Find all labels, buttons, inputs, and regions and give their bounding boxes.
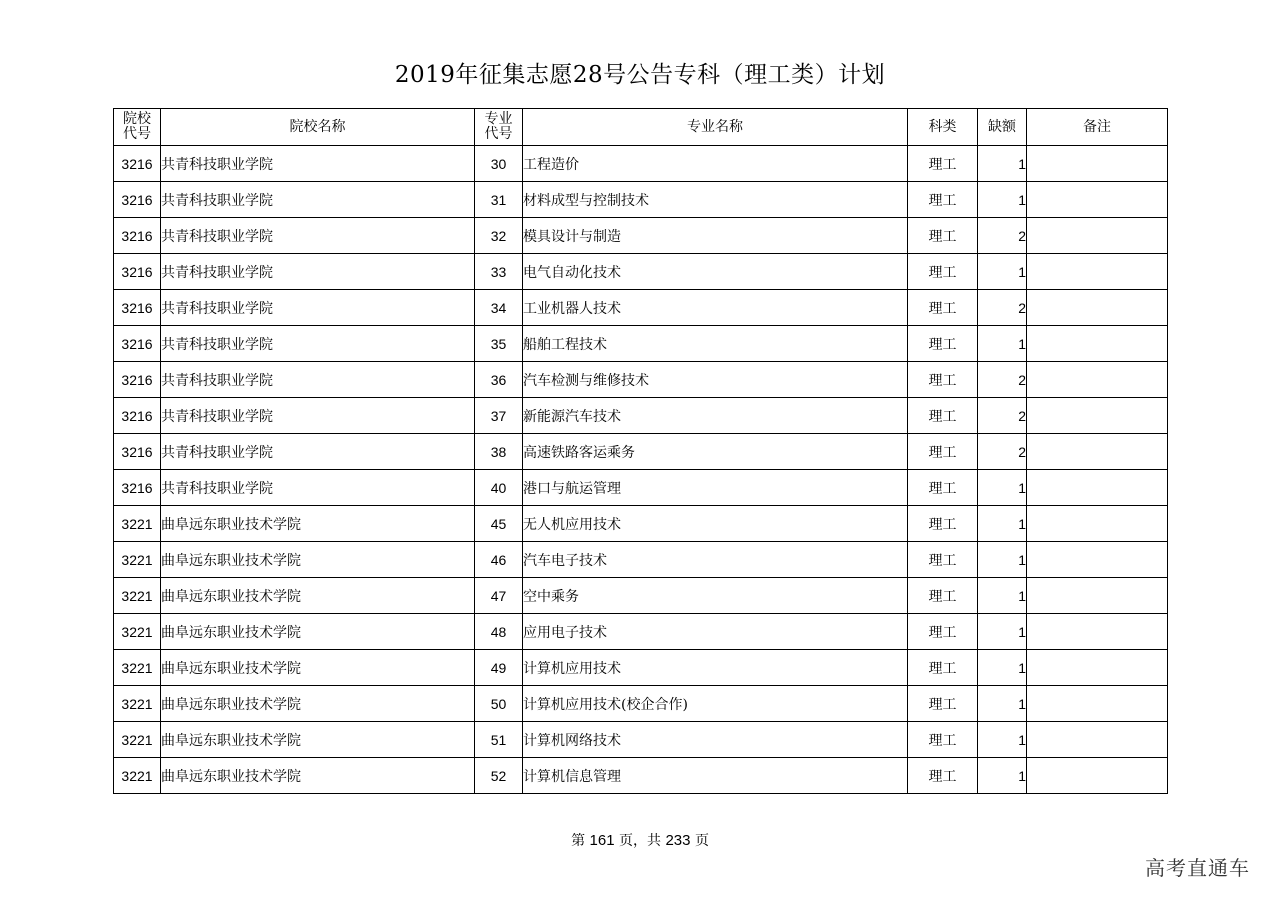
cell-category: 理工	[908, 686, 978, 722]
cell-category: 理工	[908, 290, 978, 326]
cell-major-name: 空中乘务	[523, 578, 908, 614]
cell-major-name: 工程造价	[523, 146, 908, 182]
cell-school-name: 共青科技职业学院	[161, 470, 475, 506]
cell-major-name: 模具设计与制造	[523, 218, 908, 254]
cell-school-code: 3221	[114, 578, 161, 614]
watermark-logo-text: 高考直通车	[1145, 856, 1250, 880]
table-header-row	[114, 109, 1168, 146]
cell-major-code: 33	[475, 254, 523, 290]
table-row	[114, 290, 1168, 326]
cell-school-code: 3216	[114, 326, 161, 362]
cell-major-code: 38	[475, 434, 523, 470]
cell-remarks	[1027, 434, 1168, 470]
cell-category: 理工	[908, 578, 978, 614]
cell-school-name: 共青科技职业学院	[161, 398, 475, 434]
header-school-name: 院校名称	[161, 109, 475, 146]
cell-category: 理工	[908, 254, 978, 290]
cell-major-code: 40	[475, 470, 523, 506]
table-row	[114, 650, 1168, 686]
cell-vacancy: 1	[978, 758, 1027, 794]
cell-vacancy: 1	[978, 254, 1027, 290]
cell-school-name: 共青科技职业学院	[161, 254, 475, 290]
document-title: 2019年征集志愿28号公告专科（理工类）计划	[394, 62, 886, 88]
table-row	[114, 686, 1168, 722]
cell-major-code: 35	[475, 326, 523, 362]
cell-vacancy: 2	[978, 398, 1027, 434]
cell-remarks	[1027, 686, 1168, 722]
cell-category: 理工	[908, 614, 978, 650]
cell-category: 理工	[908, 470, 978, 506]
cell-remarks	[1027, 326, 1168, 362]
cell-major-name: 高速铁路客运乘务	[523, 434, 908, 470]
cell-major-name: 计算机网络技术	[523, 722, 908, 758]
header-school-code-label: 院校 代号	[123, 111, 151, 142]
cell-category: 理工	[908, 542, 978, 578]
footer-page-number: 161	[589, 832, 615, 849]
cell-major-code: 32	[475, 218, 523, 254]
cell-remarks	[1027, 398, 1168, 434]
cell-major-code: 47	[475, 578, 523, 614]
cell-school-name: 曲阜远东职业技术学院	[161, 542, 475, 578]
cell-remarks	[1027, 146, 1168, 182]
cell-major-code: 45	[475, 506, 523, 542]
cell-vacancy: 2	[978, 362, 1027, 398]
footer-suffix: 页	[694, 833, 709, 849]
cell-major-code: 52	[475, 758, 523, 794]
cell-vacancy: 1	[978, 578, 1027, 614]
cell-remarks	[1027, 758, 1168, 794]
cell-school-code: 3221	[114, 614, 161, 650]
header-vacancy: 缺额	[978, 109, 1027, 146]
cell-major-name: 工业机器人技术	[523, 290, 908, 326]
page-footer	[0, 830, 1280, 850]
cell-school-code: 3216	[114, 434, 161, 470]
cell-category: 理工	[908, 182, 978, 218]
header-major-code	[475, 109, 523, 146]
cell-school-name: 曲阜远东职业技术学院	[161, 722, 475, 758]
table-row	[114, 506, 1168, 542]
cell-vacancy: 1	[978, 722, 1027, 758]
cell-vacancy: 2	[978, 218, 1027, 254]
cell-major-code: 49	[475, 650, 523, 686]
cell-remarks	[1027, 542, 1168, 578]
cell-major-name: 汽车电子技术	[523, 542, 908, 578]
cell-major-name: 汽车检测与维修技术	[523, 362, 908, 398]
cell-school-name: 共青科技职业学院	[161, 146, 475, 182]
cell-major-name: 计算机应用技术(校企合作)	[523, 686, 908, 722]
cell-school-name: 共青科技职业学院	[161, 182, 475, 218]
cell-remarks	[1027, 506, 1168, 542]
cell-school-code: 3221	[114, 650, 161, 686]
cell-school-code: 3216	[114, 362, 161, 398]
cell-vacancy: 1	[978, 182, 1027, 218]
cell-category: 理工	[908, 434, 978, 470]
cell-major-code: 34	[475, 290, 523, 326]
cell-major-code: 37	[475, 398, 523, 434]
table-row	[114, 542, 1168, 578]
cell-major-code: 30	[475, 146, 523, 182]
cell-remarks	[1027, 722, 1168, 758]
table-row	[114, 398, 1168, 434]
header-category: 科类	[908, 109, 978, 146]
cell-school-code: 3216	[114, 218, 161, 254]
cell-major-code: 50	[475, 686, 523, 722]
cell-major-code: 48	[475, 614, 523, 650]
cell-school-code: 3221	[114, 506, 161, 542]
cell-category: 理工	[908, 650, 978, 686]
cell-remarks	[1027, 218, 1168, 254]
cell-vacancy: 1	[978, 326, 1027, 362]
cell-major-name: 无人机应用技术	[523, 506, 908, 542]
cell-major-code: 46	[475, 542, 523, 578]
cell-school-name: 共青科技职业学院	[161, 290, 475, 326]
cell-remarks	[1027, 650, 1168, 686]
cell-remarks	[1027, 290, 1168, 326]
cell-category: 理工	[908, 218, 978, 254]
cell-school-name: 共青科技职业学院	[161, 218, 475, 254]
cell-school-name: 共青科技职业学院	[161, 326, 475, 362]
cell-school-name: 共青科技职业学院	[161, 434, 475, 470]
cell-category: 理工	[908, 722, 978, 758]
table-row	[114, 146, 1168, 182]
table-row	[114, 434, 1168, 470]
cell-school-name: 共青科技职业学院	[161, 362, 475, 398]
table-row	[114, 758, 1168, 794]
cell-remarks	[1027, 182, 1168, 218]
cell-school-code: 3216	[114, 182, 161, 218]
cell-major-name: 材料成型与控制技术	[523, 182, 908, 218]
cell-school-name: 曲阜远东职业技术学院	[161, 614, 475, 650]
cell-vacancy: 1	[978, 542, 1027, 578]
table-row	[114, 362, 1168, 398]
cell-school-code: 3216	[114, 398, 161, 434]
cell-school-code: 3216	[114, 254, 161, 290]
cell-category: 理工	[908, 506, 978, 542]
cell-remarks	[1027, 470, 1168, 506]
cell-category: 理工	[908, 758, 978, 794]
header-major-name: 专业名称	[523, 109, 908, 146]
table-row	[114, 254, 1168, 290]
cell-school-code: 3221	[114, 542, 161, 578]
table-row	[114, 722, 1168, 758]
cell-school-code: 3216	[114, 290, 161, 326]
cell-category: 理工	[908, 326, 978, 362]
cell-major-code: 31	[475, 182, 523, 218]
cell-school-name: 曲阜远东职业技术学院	[161, 686, 475, 722]
cell-school-name: 曲阜远东职业技术学院	[161, 578, 475, 614]
cell-major-name: 船舶工程技术	[523, 326, 908, 362]
cell-category: 理工	[908, 398, 978, 434]
cell-school-name: 曲阜远东职业技术学院	[161, 650, 475, 686]
table-row	[114, 614, 1168, 650]
footer-total-pages: 233	[665, 832, 691, 849]
cell-school-code: 3221	[114, 686, 161, 722]
footer-prefix: 第	[571, 833, 586, 849]
cell-remarks	[1027, 362, 1168, 398]
cell-vacancy: 2	[978, 290, 1027, 326]
table-row	[114, 182, 1168, 218]
table-row	[114, 326, 1168, 362]
cell-school-code: 3216	[114, 470, 161, 506]
cell-major-name: 新能源汽车技术	[523, 398, 908, 434]
plan-table	[113, 108, 1168, 794]
cell-major-name: 计算机应用技术	[523, 650, 908, 686]
cell-major-name: 港口与航运管理	[523, 470, 908, 506]
cell-school-name: 曲阜远东职业技术学院	[161, 506, 475, 542]
cell-school-code: 3221	[114, 758, 161, 794]
cell-vacancy: 1	[978, 650, 1027, 686]
cell-vacancy: 1	[978, 506, 1027, 542]
cell-category: 理工	[908, 146, 978, 182]
cell-vacancy: 1	[978, 686, 1027, 722]
cell-school-code: 3216	[114, 146, 161, 182]
header-school-code	[114, 109, 161, 146]
table-row	[114, 470, 1168, 506]
cell-major-name: 应用电子技术	[523, 614, 908, 650]
header-remarks: 备注	[1027, 109, 1168, 146]
cell-major-code: 36	[475, 362, 523, 398]
cell-remarks	[1027, 254, 1168, 290]
cell-remarks	[1027, 614, 1168, 650]
cell-vacancy: 1	[978, 614, 1027, 650]
cell-vacancy: 1	[978, 146, 1027, 182]
cell-major-name: 电气自动化技术	[523, 254, 908, 290]
table-row	[114, 578, 1168, 614]
cell-major-code: 51	[475, 722, 523, 758]
table-row	[114, 218, 1168, 254]
cell-school-code: 3221	[114, 722, 161, 758]
cell-school-name: 曲阜远东职业技术学院	[161, 758, 475, 794]
cell-vacancy: 1	[978, 470, 1027, 506]
cell-remarks	[1027, 578, 1168, 614]
cell-category: 理工	[908, 362, 978, 398]
footer-middle: 页，共	[619, 833, 661, 849]
header-major-code-label: 专业 代号	[484, 111, 513, 142]
cell-vacancy: 2	[978, 434, 1027, 470]
cell-major-name: 计算机信息管理	[523, 758, 908, 794]
